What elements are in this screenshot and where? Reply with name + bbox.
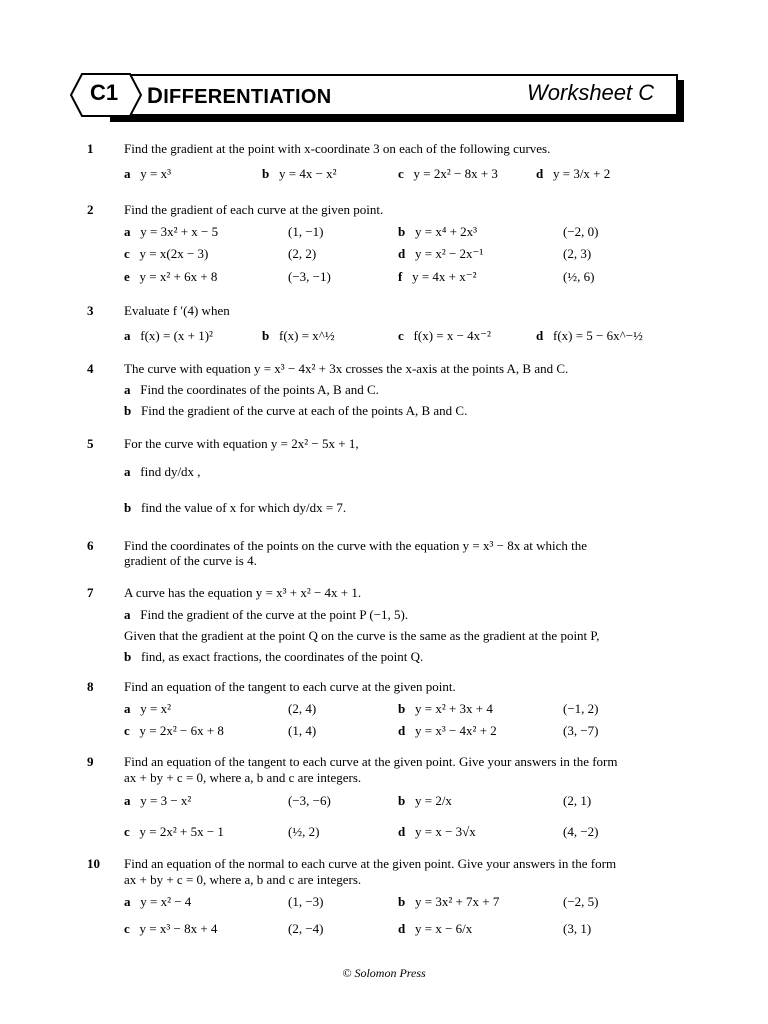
q10-point-a: (1, −3) [288, 894, 324, 909]
question-text: The curve with equation y = x³ − 4x² + 3x crosses the x-axis at the points A, B and C. [124, 361, 569, 376]
q2-part-f: f y = 4x + x⁻² [398, 269, 477, 284]
question-number: 6 [87, 538, 94, 553]
q8-point-d: (3, −7) [563, 723, 599, 738]
q2-point-f: (½, 6) [563, 269, 595, 284]
q8-point-c: (1, 4) [288, 723, 317, 738]
q10-part-d: d y = x − 6/x [398, 921, 473, 936]
question-number: 4 [87, 361, 94, 376]
q9-point-d: (4, −2) [563, 824, 599, 839]
q7-intro-b: Given that the gradient at the point Q on the curve is the same as the gradient at the point P, [124, 628, 600, 643]
q8-point-b: (−1, 2) [563, 701, 599, 716]
q2-point-b: (−2, 0) [563, 224, 599, 239]
q1-part-c: c y = 2x² − 8x + 3 [398, 166, 498, 181]
q3-part-b: b f(x) = x^½ [262, 328, 335, 343]
question-text: Find an equation of the tangent to each curve at the given point. Give your answers in the form [124, 754, 618, 769]
q9-part-d: d y = x − 3√x [398, 824, 476, 839]
q9-part-b: b y = 2/x [398, 793, 452, 808]
question-text-cont: ax + by + c = 0, where a, b and c are integers. [124, 872, 362, 887]
question-text: Find an equation of the normal to each curve at the given point. Give your answers in the form [124, 856, 617, 871]
q9-part-a: a y = 3 − x² [124, 793, 192, 808]
question-number: 7 [87, 585, 94, 600]
q9-point-a: (−3, −6) [288, 793, 331, 808]
q3-part-a: a f(x) = (x + 1)² [124, 328, 213, 343]
q8-point-a: (2, 4) [288, 701, 317, 716]
question-number: 10 [87, 856, 100, 871]
question-text-cont: gradient of the curve is 4. [124, 553, 257, 568]
question-text: Find an equation of the tangent to each curve at the given point. [124, 679, 456, 694]
worksheet-title: Worksheet C [527, 80, 655, 105]
q9-part-c: c y = 2x² + 5x − 1 [124, 824, 224, 839]
q1-part-d: d y = 3/x + 2 [536, 166, 611, 181]
q3-part-d: d f(x) = 5 − 6x^−½ [536, 328, 643, 343]
q7-part-a: a Find the gradient of the curve at the point P (−1, 5). [124, 607, 409, 622]
q10-part-a: a y = x² − 4 [124, 894, 192, 909]
q1-part-b: b y = 4x − x² [262, 166, 337, 181]
q2-point-d: (2, 3) [563, 246, 592, 261]
q2-part-d: d y = x² − 2x⁻¹ [398, 246, 484, 261]
q2-point-e: (−3, −1) [288, 269, 331, 284]
q4-part-b: b Find the gradient of the curve at each of the points A, B and C. [124, 403, 468, 418]
question-number: 2 [87, 202, 94, 217]
q2-part-e: e y = x² + 6x + 8 [124, 269, 218, 284]
question-number: 8 [87, 679, 94, 694]
q4-part-a: a Find the coordinates of the points A, B and C. [124, 382, 379, 397]
q2-point-a: (1, −1) [288, 224, 324, 239]
q10-part-b: b y = 3x² + 7x + 7 [398, 894, 500, 909]
q9-point-b: (2, 1) [563, 793, 592, 808]
question-text: A curve has the equation y = x³ + x² − 4x + 1. [124, 585, 362, 600]
question-number: 1 [87, 141, 94, 156]
q1-part-a: a y = x³ [124, 166, 171, 181]
q8-part-a: a y = x² [124, 701, 171, 716]
page-title: DIFFERENTIATION [147, 83, 332, 108]
question-number: 9 [87, 754, 94, 769]
q10-part-c: c y = x³ − 8x + 4 [124, 921, 218, 936]
question-text: Find the gradient of each curve at the given point. [124, 202, 384, 217]
q2-part-c: c y = x(2x − 3) [124, 246, 209, 261]
q8-part-c: c y = 2x² − 6x + 8 [124, 723, 224, 738]
q10-point-b: (−2, 5) [563, 894, 599, 909]
q2-point-c: (2, 2) [288, 246, 317, 261]
q10-point-d: (3, 1) [563, 921, 592, 936]
question-text: Evaluate f ′(4) when [124, 303, 230, 318]
question-text: For the curve with equation y = 2x² − 5x + 1, [124, 436, 359, 451]
q8-part-d: d y = x³ − 4x² + 2 [398, 723, 497, 738]
q8-part-b: b y = x² + 3x + 4 [398, 701, 493, 716]
q7-part-b: b find, as exact fractions, the coordinates of the point Q. [124, 649, 424, 664]
question-text: Find the gradient at the point with x-coordinate 3 on each of the following curves. [124, 141, 551, 156]
footer-copyright: © Solomon Press [342, 966, 426, 980]
question-number: 3 [87, 303, 94, 318]
q3-part-c: c f(x) = x − 4x⁻² [398, 328, 491, 343]
q2-part-a: a y = 3x² + x − 5 [124, 224, 219, 239]
q9-point-c: (½, 2) [288, 824, 320, 839]
question-text-cont: ax + by + c = 0, where a, b and c are integers. [124, 770, 362, 785]
q10-point-c: (2, −4) [288, 921, 324, 936]
question-text: Find the coordinates of the points on the curve with the equation y = x³ − 8x at which the [124, 538, 587, 553]
q5-part-b: b find the value of x for which dy/dx = 7. [124, 500, 347, 515]
q5-part-a: a find dy/dx , [124, 464, 201, 479]
q2-part-b: b y = x⁴ + 2x³ [398, 224, 478, 239]
question-number: 5 [87, 436, 94, 451]
chapter-code: C1 [89, 80, 119, 105]
